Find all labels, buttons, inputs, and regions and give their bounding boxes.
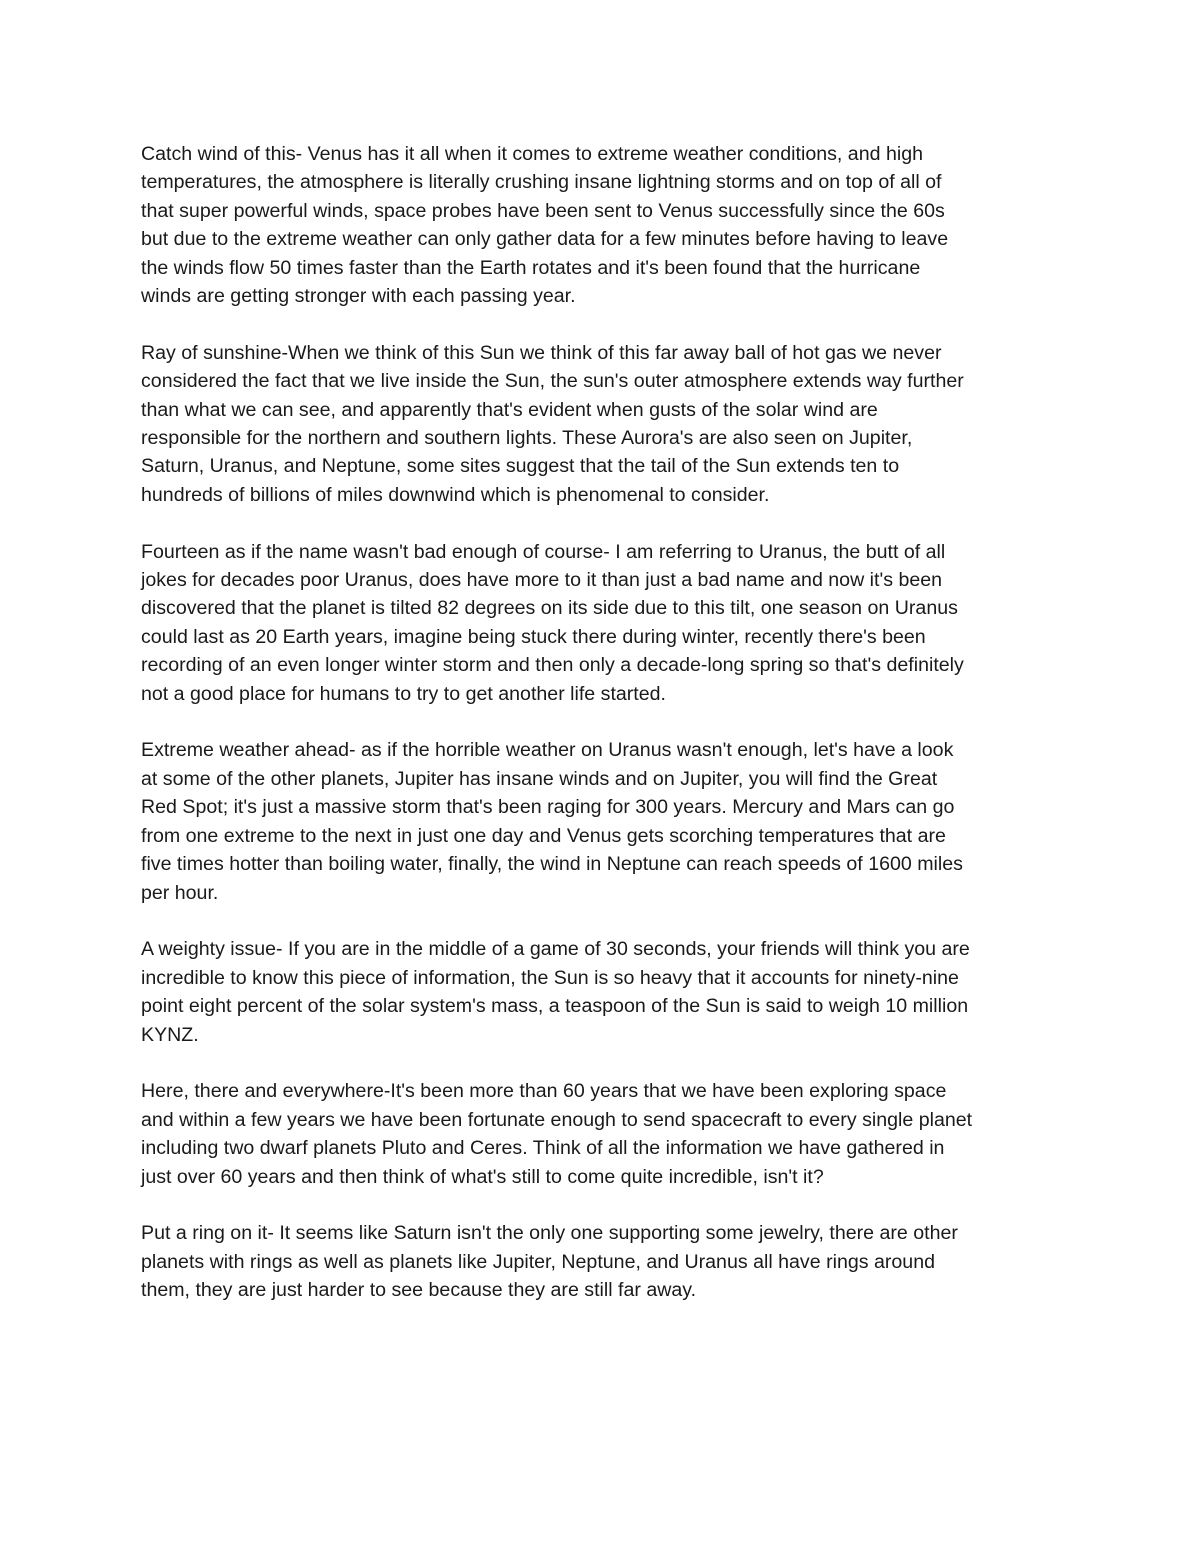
- text-line: just over 60 years and then think of what's still to come quite incredible, isn't it?: [141, 1165, 824, 1188]
- text-line: not a good place for humans to try to get another life started.: [141, 682, 666, 705]
- text-line: temperatures, the atmosphere is literally crushing insane lightning storms and on top of all of: [141, 171, 942, 194]
- text-line: A weighty issue- If you are in the middle of a game of 30 seconds, your friends will think you are: [141, 938, 970, 961]
- text-line: Fourteen as if the name wasn't bad enough of course- I am referring to Uranus, the butt of all: [141, 540, 946, 563]
- text-line: hundreds of billions of miles downwind which is phenomenal to consider.: [141, 483, 770, 506]
- text-line: them, they are just harder to see because they are still far away.: [141, 1279, 697, 1302]
- text-line: Put a ring on it- It seems like Saturn isn't the only one supporting some jewelry, there are other: [141, 1222, 958, 1245]
- text-line: five times hotter than boiling water, finally, the wind in Neptune can reach speeds of 1600 miles: [141, 853, 963, 876]
- paragraph: [141, 935, 1061, 1049]
- text-line: from one extreme to the next in just one day and Venus gets scorching temperatures that are: [141, 824, 946, 847]
- paragraph: [141, 538, 1061, 708]
- text-line: responsible for the northern and southern lights. These Aurora's are also seen on Jupiter,: [141, 427, 913, 450]
- paragraph: [141, 1077, 1061, 1191]
- paragraph: [141, 736, 1061, 906]
- text-line: Saturn, Uranus, and Neptune, some sites suggest that the tail of the Sun extends ten to: [141, 455, 900, 478]
- text-line: could last as 20 Earth years, imagine being stuck there during winter, recently there's been: [141, 625, 926, 648]
- paragraph: [141, 339, 1061, 509]
- text-line: Red Spot; it's just a massive storm that's been raging for 300 years. Mercury and Mars can go: [141, 796, 955, 819]
- text-line: that super powerful winds, space probes have been sent to Venus successfully since the 60s: [141, 199, 945, 222]
- text-line: considered the fact that we live inside the Sun, the sun's outer atmosphere extends way further: [141, 370, 964, 393]
- text-line: per hour.: [141, 881, 219, 904]
- text-line: Here, there and everywhere-It's been more than 60 years that we have been exploring space: [141, 1080, 947, 1103]
- text-line: the winds flow 50 times faster than the Earth rotates and it's been found that the hurricane: [141, 256, 921, 279]
- text-line: point eight percent of the solar system's mass, a teaspoon of the Sun is said to weigh 10 million: [141, 995, 969, 1018]
- text-line: and within a few years we have been fortunate enough to send spacecraft to every single planet: [141, 1108, 973, 1131]
- document-body: [141, 140, 1061, 1333]
- text-line: but due to the extreme weather can only gather data for a few minutes before having to leave: [141, 228, 949, 251]
- text-line: jokes for decades poor Uranus, does have more to it than just a bad name and now it's been: [141, 569, 943, 592]
- text-line: winds are getting stronger with each passing year.: [141, 285, 576, 308]
- text-line: planets with rings as well as planets like Jupiter, Neptune, and Uranus all have rings around: [141, 1250, 935, 1273]
- text-line: Catch wind of this- Venus has it all when it comes to extreme weather conditions, and high: [141, 143, 923, 165]
- text-line: than what we can see, and apparently that's evident when gusts of the solar wind are: [141, 398, 878, 421]
- paragraph: [141, 1219, 1061, 1304]
- text-line: Extreme weather ahead- as if the horrible weather on Uranus wasn't enough, let's have a look: [141, 739, 954, 762]
- paragraph: [141, 140, 1061, 310]
- text-line: including two dwarf planets Pluto and Ceres. Think of all the information we have gathered in: [141, 1137, 945, 1160]
- text-line: discovered that the planet is tilted 82 degrees on its side due to this tilt, one season on Uranus: [141, 597, 958, 620]
- text-line: KYNZ.: [141, 1023, 199, 1046]
- text-line: at some of the other planets, Jupiter has insane winds and on Jupiter, you will find the Great: [141, 767, 938, 790]
- text-line: incredible to know this piece of information, the Sun is so heavy that it accounts for ninety-nine: [141, 966, 959, 989]
- text-line: recording of an even longer winter storm and then only a decade-long spring so that's definitely: [141, 654, 964, 677]
- text-line: Ray of sunshine-When we think of this Sun we think of this far away ball of hot gas we never: [141, 341, 942, 364]
